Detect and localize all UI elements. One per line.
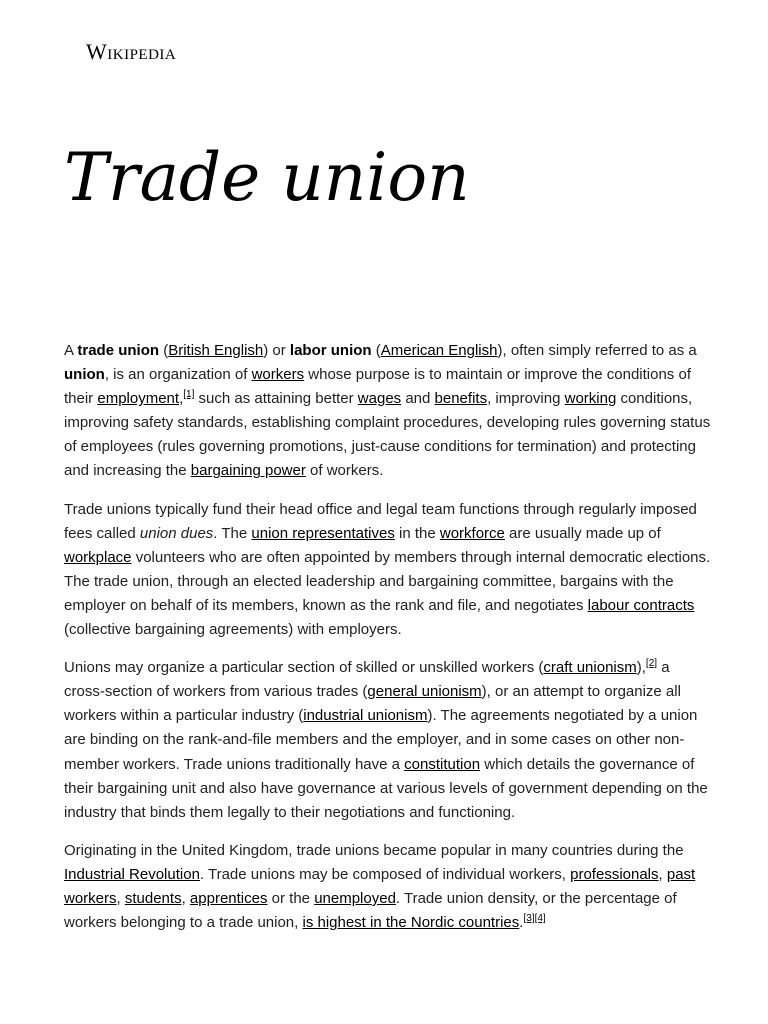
text-run: such as attaining better	[194, 390, 358, 408]
text-run: , improving	[487, 390, 565, 408]
link-employment[interactable]: employment	[97, 390, 180, 408]
link-apprentices[interactable]: apprentices	[189, 889, 268, 907]
link-unemployed[interactable]: unemployed	[314, 889, 396, 907]
link-wages[interactable]: wages	[357, 390, 402, 408]
link-constitution[interactable]: constitution	[404, 755, 481, 773]
link-nordic-countries[interactable]: is highest in the Nordic countries	[302, 914, 520, 932]
citation-3[interactable]	[523, 913, 534, 924]
text-run: ) or	[263, 342, 290, 359]
paragraph-3	[64, 656, 714, 825]
text-run: are usually made up of	[504, 524, 661, 542]
link-american-english[interactable]: American English	[380, 342, 498, 359]
link-working[interactable]: working	[564, 390, 617, 408]
text-run: .	[519, 914, 524, 932]
article-body	[64, 339, 714, 949]
text-run: ), or an attempt to organize all workers within a particular industry (	[64, 683, 681, 725]
text-run: or the	[267, 889, 315, 907]
paragraph-4	[64, 839, 714, 935]
bold-term: labor union	[289, 342, 372, 359]
link-students[interactable]: students	[124, 889, 182, 907]
text-run: ,	[179, 390, 184, 408]
citation-2[interactable]	[646, 658, 657, 669]
text-run: Originating in the United Kingdom, trade unions became popular in many countries during the	[64, 841, 684, 859]
text-run: (collective bargaining agreements) with employers.	[64, 621, 402, 639]
link-past-workers[interactable]: past workers	[64, 865, 696, 907]
text-run: . Trade unions may be composed of individual workers,	[199, 865, 571, 883]
link-professionals[interactable]: professionals	[570, 865, 659, 883]
link-benefits[interactable]: benefits	[434, 390, 488, 408]
text-run: conditions, improving safety standards, establishing complaint procedures, developing rules governing status of employees (rules governing promotions, just-cause conditions for termination) and protecting and increasing the	[64, 390, 711, 480]
text-run: (	[371, 342, 381, 359]
citation-4[interactable]	[535, 913, 546, 924]
paragraph-2	[64, 498, 714, 643]
wikipedia-logo[interactable]: Wikipedia	[86, 39, 177, 64]
text-run: a cross-section of workers from various trades (	[64, 659, 670, 701]
link-workers[interactable]: workers	[251, 366, 305, 384]
text-run: whose purpose is to maintain or improve the conditions of their	[64, 366, 691, 408]
citation-4-link[interactable]: [4]	[534, 913, 546, 925]
text-run: which details the governance of their bargaining unit and also have governance at various levels of government depending on the industry that binds them legally to their negotiations and functioning.	[64, 755, 708, 821]
page-title: Trade union	[64, 139, 470, 216]
citation-1[interactable]	[183, 389, 194, 400]
text-run: ,	[181, 889, 190, 907]
link-craft-unionism[interactable]: craft unionism	[543, 659, 637, 677]
bold-term: union	[64, 366, 105, 384]
text-run: of workers.	[305, 462, 384, 480]
text-run: in the	[394, 524, 440, 542]
text-run: ,	[658, 865, 667, 883]
text-run: A	[64, 342, 78, 359]
text-run: Trade unions typically fund their head office and legal team functions through regularly imposed fees called	[64, 500, 697, 542]
text-run: Unions may organize a particular section of skilled or unskilled workers (	[64, 659, 544, 677]
link-labour-contracts[interactable]: labour contracts	[587, 596, 695, 614]
italic-term: union dues	[139, 524, 214, 542]
text-run: , is an organization of	[104, 366, 252, 384]
text-run: . The	[213, 524, 252, 542]
text-run: . Trade union density, or the percentage of workers belonging to a trade union,	[64, 889, 677, 932]
link-workplace[interactable]: workplace	[64, 548, 132, 566]
link-union-representatives[interactable]: union representatives	[251, 524, 395, 542]
text-run: volunteers who are often appointed by members through internal democratic elections. The trade union, through an elected leadership and bargaining committee, bargains with the employer on behalf of its members, known as the rank and file, and negotiates	[64, 548, 711, 614]
link-bargaining-power[interactable]: bargaining power	[190, 462, 306, 480]
text-run: (	[159, 342, 169, 359]
link-industrial-unionism[interactable]: industrial unionism	[303, 707, 428, 725]
link-british-english[interactable]: British English	[168, 342, 264, 359]
paragraph-1	[64, 339, 714, 484]
text-run: ), often simply referred to as a	[497, 342, 697, 359]
text-run: ,	[116, 889, 125, 907]
text-run: ),	[636, 659, 646, 677]
citation-2-link[interactable]: [2]	[645, 658, 658, 670]
text-run: and	[401, 390, 435, 408]
bold-term: trade union	[77, 342, 160, 359]
text-run: ). The agreements negotiated by a union are binding on the rank-and-file members and the employer, and in some cases on other non-member workers. Trade unions traditionally have a	[64, 707, 698, 773]
citation-1-link[interactable]: [1]	[183, 389, 195, 401]
link-general-unionism[interactable]: general unionism	[367, 683, 482, 701]
citation-3-link[interactable]: [3]	[523, 913, 535, 925]
link-industrial-revolution[interactable]: Industrial Revolution	[64, 865, 200, 883]
link-workforce[interactable]: workforce	[439, 524, 505, 542]
